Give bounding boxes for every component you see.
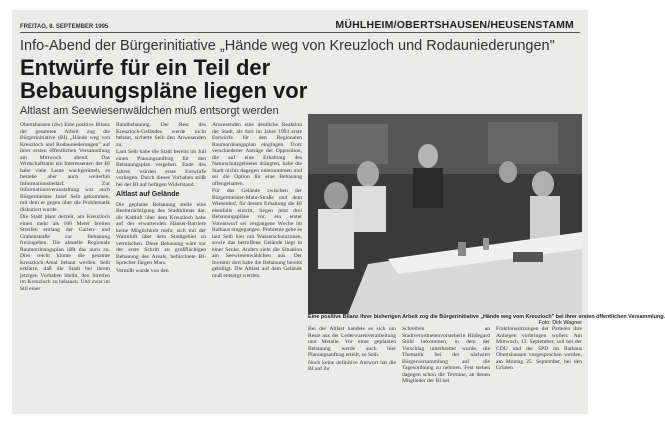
article-kicker: Info-Abend der Bürgerinitiative „Hände weg von Kreuzloch und Rodauniederungen" [20, 38, 555, 54]
photo-credit: Foto: Dirk Wagner [538, 320, 582, 326]
article-subhead: Altlast am Seewiesenwäldchen muß entsorgt werden [20, 105, 279, 117]
paragraph: Die Stadt plant derzeit, am Kreuzloch einen mehr als 100 Meter breiten Streifen entlang der Garten- und Grabenstraße zur Bebauung freizugeben. Die aktuelle Regionale Raumordnungsplan läßt das auch zu. Dies reicht kinnte die gesamte Kreuzloch-Areal bebaut werden. Seib erklärte, daß die Stadt bei ihrem jetzigen Vorhaben bleibt, den Streifen im Kreuzloch zu bebauen. Und zwar im Stil einer [20, 214, 110, 292]
text-column-2 [116, 122, 206, 410]
text-column-6 [496, 326, 582, 410]
article-headline: Entwürfe für ein Teil der Bebauungspläne liegen vor [20, 55, 308, 103]
meeting-photo-graphic [308, 114, 582, 314]
paragraph: Die geplante Bebauung stelle eine Beeinträchtigung des Stadtklimas dar, die Kaltluft über dem Kreuzloch habe auf der erwartenden Häuser-Barriere keine Möglichkeit mehr, sich mit der Warmluft über dem Stadtgebiet zu vermischen. Diese Bebauung wäre nur der erste Schritt zu großflächigen Bebauung des Areals, befürchtete BI-Sprecher Jürgen Mars. [116, 201, 206, 266]
header-divider [20, 32, 580, 33]
photo-caption [308, 314, 665, 326]
paragraph: Randbebauung. Der Rest des Kreuzloch-Geländes werde nicht bebaut, sicherte Seib den Anwesenden zu. [116, 122, 206, 148]
article-subheading: Altlast auf Gelände [116, 191, 180, 198]
text-column-1 [20, 122, 110, 410]
caption-text: Eine positive Bilanz ihrer bisherigen Arbeit zog die Bürgerinitiative „Hände weg vom Kreuzloch" bei ihrer ersten öffentlichen Versammlung. [308, 314, 665, 320]
text-column-5 [402, 326, 490, 410]
meeting-photo [308, 114, 582, 314]
paragraph: Laut Seib habe die Stadt bereits im Juli einen Planungsauftrag für den Bebauungsplan vergeben. Ende des Jahres würden erste Entwürfe vorliegen. Durch dieses Vorhaben stößt bei der BI auf heftigen Widerstand. [116, 149, 206, 188]
paragraph: Für das Gelände zwischen der Bürgermeister-Mahr-Straße und dem Wiesenhof, für dessen Erhaltung die BI ebenfalls eintritt, liegen jetzt drei Bebauungspläne vor, ein erster Vorentwurf sei vergangene Woche im Rathaus eingegangen. Probleme gebe es laut Seib hier mit Wasserschutzzonen, sowie das betroffene Gelände liegt in einer Senke. Anders sieht die Situation am Seewiesenwäldchen aus. Der Investor dort habe die Bebauung bereits gebilligt. Die Altlast auf dem Gelände muß entsorgt werden. [212, 188, 302, 279]
paragraph: Vermißt wurde von den [116, 267, 169, 274]
newspaper-clipping [12, 10, 665, 414]
paragraph: Anwesenden eine deutliche Reaktion der Stadt, als dort im Jahre 1993 erste Entwürfe für den Regionalen Raumordnungsplan eingingen. Trotz verschiedener Anträge der Opposition, die auf eine Erhaltung des Naturschutzgebietes drängten, habe die Stadt nichts dagegen unternommen und sei die Option für eine Bebauung offengehalten. [212, 122, 302, 187]
paragraph: Fraktionssitzungen der Parteien ihre Anliegen vorbringen wollen: Am Mittwoch, 13. September, soll bei der CDU und der SPD im Rathaus Obertshausen vorgesprochen werden, am Montag 25. September, bei den Grünen. [496, 326, 582, 371]
text-column-3 [212, 122, 302, 410]
paragraph: Bei der Altlast handele es sich um Reste aus der Lederwarenverarbeitung und Metalle. Vor einer geplanten Bebauung werde auch hier Planungsauftrag erteilt, so Seib. [308, 326, 396, 358]
paragraph: Schreiben an Stadtverordnetenvorsteherin Hildegard Stöhl bekommen, in dem der Vorschlag unterbreitet wurde, die Thematik bei der nächsten Bürgerversammlung auf die Tagesordnung zu nehmen. Fest stehen dagegen schon die Termine, an denen Mitglieder der BI bei [402, 326, 490, 384]
issue-date: FREITAG, 8. SEPTEMBER 1995 [20, 24, 109, 30]
section-title: MÜHLHEIM/OBERTSHAUSEN/HEUSENSTAMM [335, 19, 574, 31]
text-column-4 [308, 326, 396, 410]
paragraph: Noch keine definitive Antwort hat die BI auf ihr [308, 359, 396, 372]
paragraph: Obertshausen (dw) Eine positive Bilanz der gesamten Arbeit zog die Bürgerinitiative (BI) „Hände weg von Kreuzloch und Rodauniederungen" auf ihrer ersten öffentlichen Versammlung am Mittwoch abend. Das Wirtschaftsamt ein Interessenten der BI habe viele Leute wachgerüttelt, es bestehe aber auch weiterhin Informationsbedarf. Zur Informationsveranstaltung war auch Bürgermeister Josef Seib gekommen, mit dem er gegen über die Problematik diskutiert wurde. [20, 122, 110, 213]
